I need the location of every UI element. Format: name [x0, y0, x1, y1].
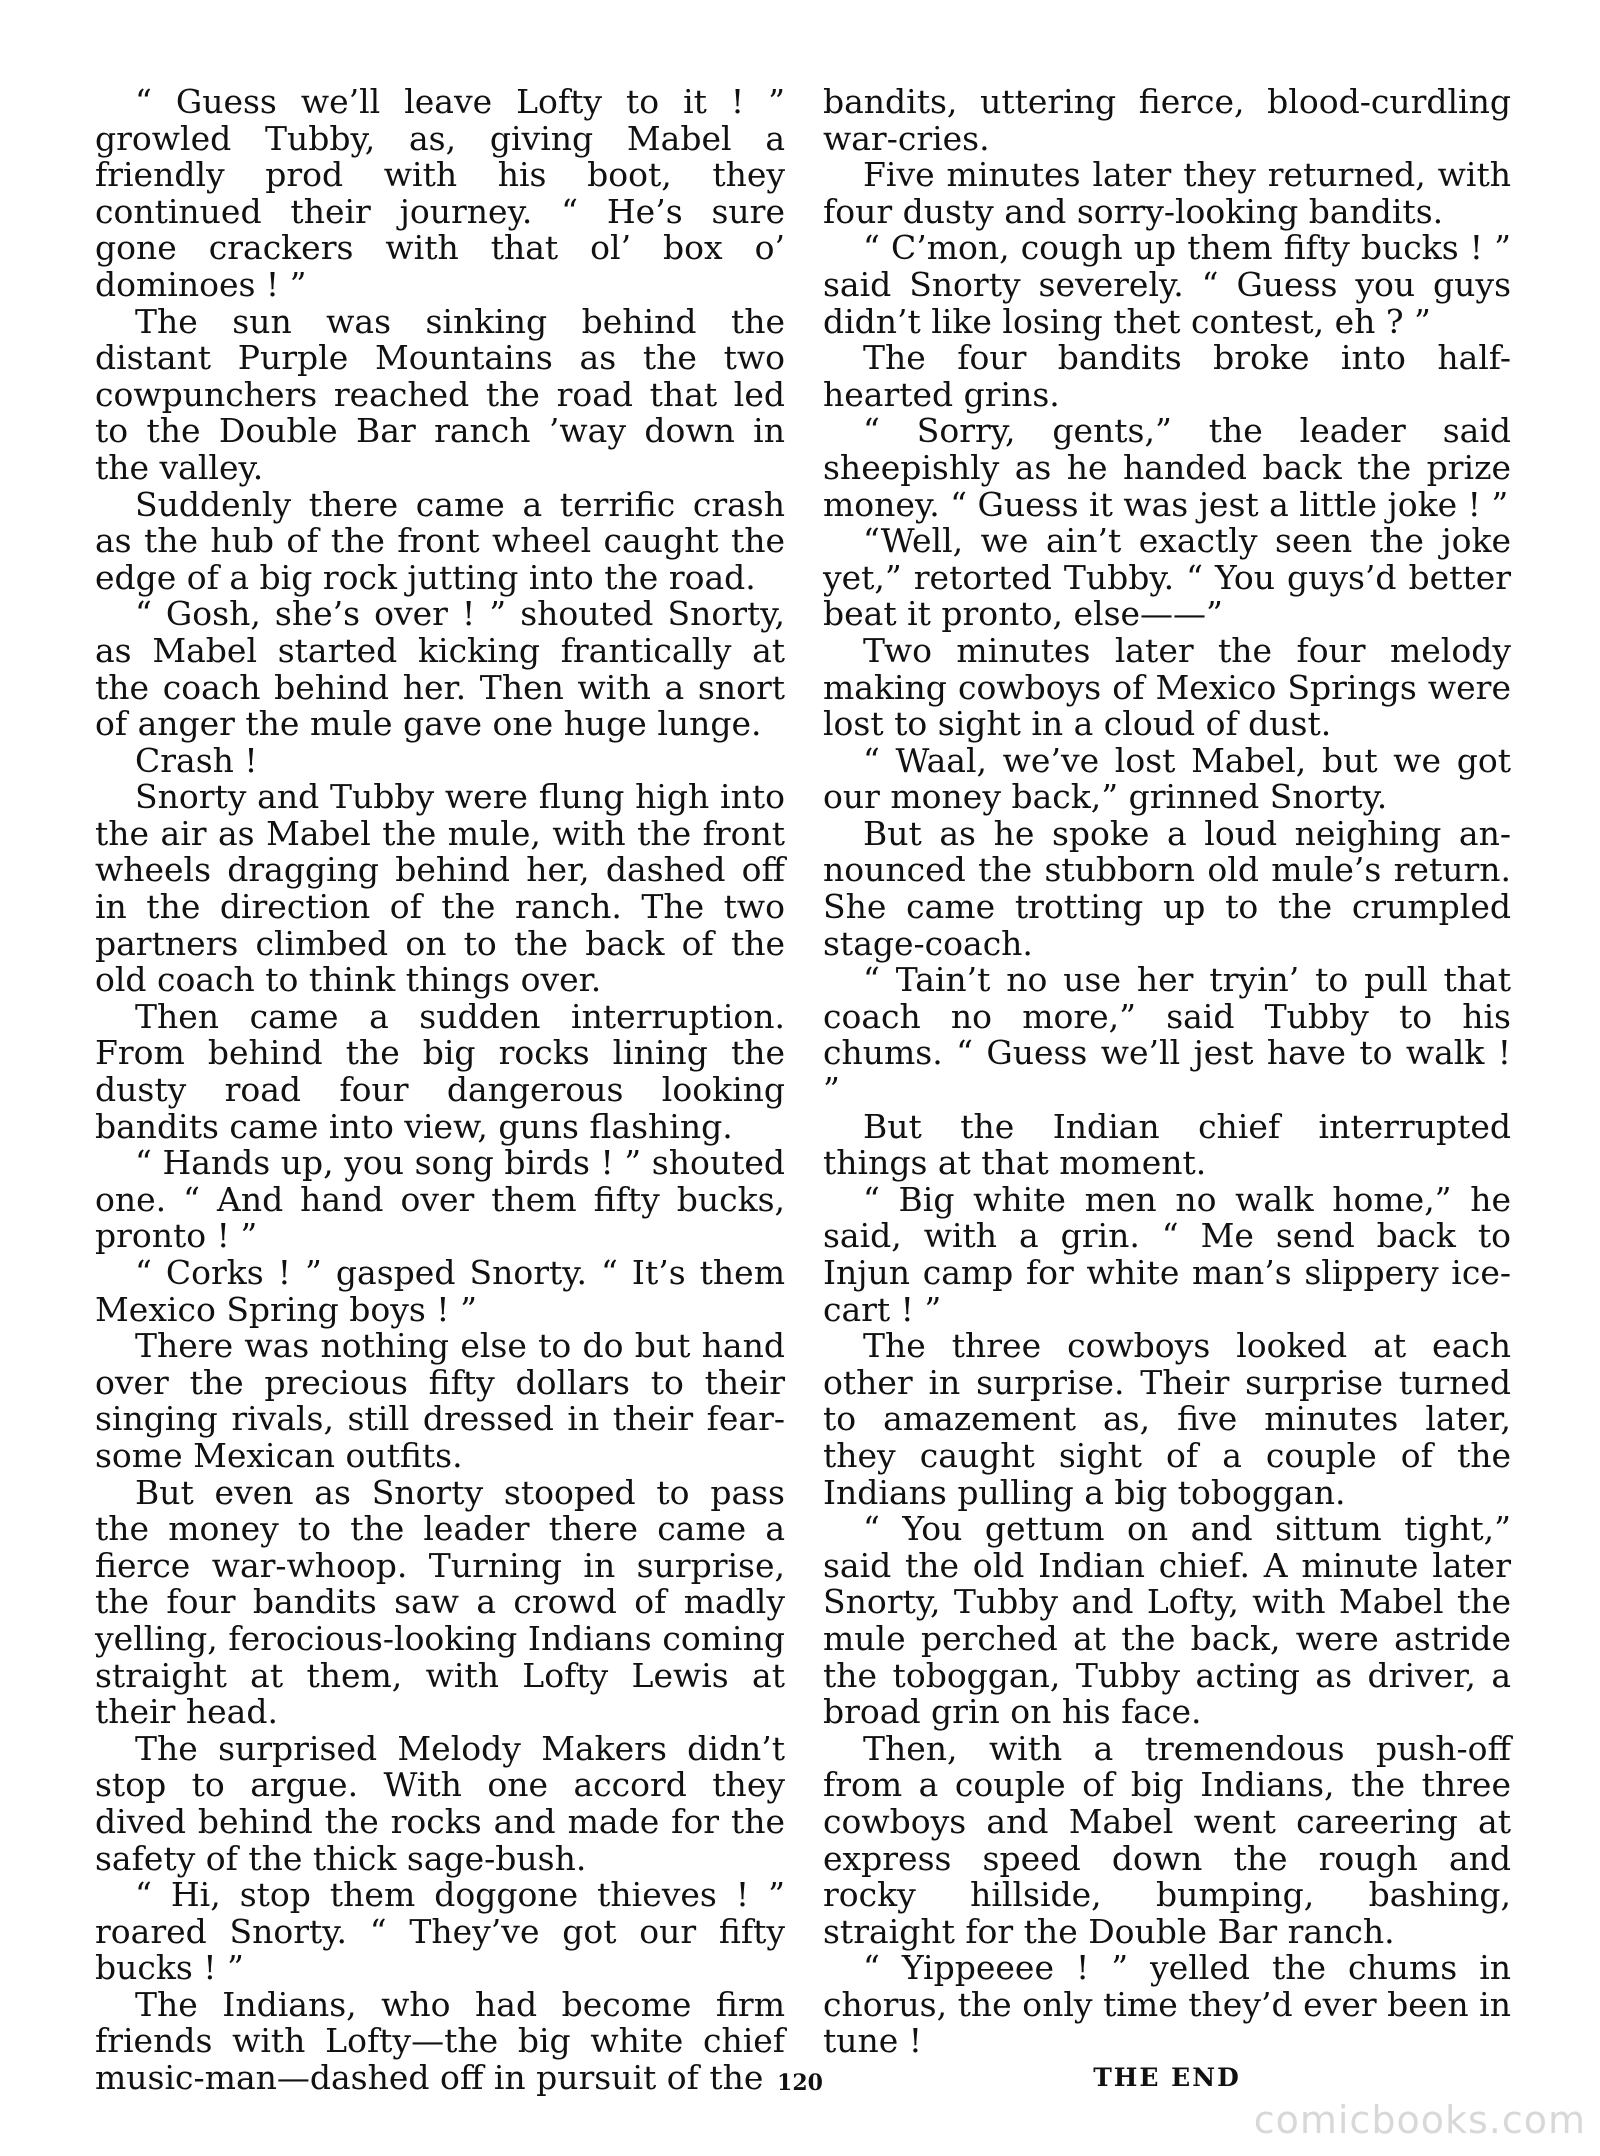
paragraph: Suddenly there came a terrific crash as the hub of the front wheel caught the edge of a big rock jutting into the road.: [95, 484, 785, 597]
paragraph: Two minutes later the four melody making cowboys of Mexico Springs were lost to sight in a cloud of dust.: [823, 630, 1511, 744]
paragraph: Crash !: [135, 740, 258, 780]
paragraph: “ Tain’t no use her tryin’ to pull that coach no more,” said Tubby to his chums. “ Guess we’ll jest have to walk ! ”: [823, 960, 1511, 1110]
paragraph: “ Gosh, she’s over ! ” shouted Snorty, as Mabel started kicking frantically at the coach behind her. Then with a snort of anger the mule gave one huge lunge.: [95, 594, 785, 744]
paragraph: “ Big white men no walk home,” he said, with a grin. “ Me send back to Injun camp for white man’s slippery ice-cart ! ”: [823, 1179, 1511, 1329]
paragraph: The four bandits broke into half-hearted grins.: [823, 338, 1511, 414]
paragraph: The sun was sinking behind the distant Purple Mountains as the two cowpunchers reached the road that led to the Double Bar ranch ’way down in the valley.: [95, 301, 785, 487]
paragraph: The surprised Melody Makers didn’t stop to argue. With one accord they dived behind the rocks and made for the safety of the thick sage-bush.: [95, 1728, 785, 1878]
paragraph: There was nothing else to do but hand over the precious fifty dollars to their singing rivals, still dressed in their fear-some Mexican outfits.: [95, 1326, 785, 1475]
paragraph: “ Guess we’ll leave Lofty to it ! ” growled Tubby, as, giving Mabel a friendly prod with his boot, they continued their journey. “ He’s sure gone crackers with that ol’ box o’ dominoes ! ”: [95, 82, 785, 304]
paragraph: Then came a sudden interruption. From behind the big rocks lining the dusty road four dangerous looking bandits came into view, guns flashing.: [95, 996, 785, 1146]
paragraph: “ Yippeeee ! ” yelled the chums in chorus, the only time they’d ever been in tune !: [823, 1948, 1511, 2061]
paragraph: “ Hi, stop them doggone thieves ! ” roared Snorty. “ They’ve got our fifty bucks ! ”: [95, 1875, 785, 1988]
paragraph: “ You gettum on and sittum tight,” said the old Indian chief. A minute later Snorty, Tubby and Lofty, with Mabel the mule perched at the back, were astride the toboggan, Tubby acting as driver, a broad grin on his face.: [823, 1509, 1511, 1732]
paragraph: Then, with a tremendous push-off from a couple of big Indians, the three cowboys and Mabel went careering at express speed down the rough and rocky hillside, bumping, bashing, straight for the Double Bar ranch.: [823, 1728, 1511, 1951]
paragraph: “ Waal, we’ve lost Mabel, but we got our money back,” grinned Snorty.: [823, 740, 1511, 817]
paragraph-continuation: bandits, uttering fierce, blood-curdling war-cries.: [823, 82, 1511, 158]
paragraph: But the Indian chief interrupted things at that moment.: [823, 1106, 1511, 1183]
page-number: 120: [777, 2070, 823, 2096]
paragraph: “ Sorry, gents,” the leader said sheepishly as he handed back the prize money. “ Guess it was jest a little joke ! ”: [823, 411, 1511, 524]
paragraph: The three cowboys looked at each other in surprise. Their surprise turned to amazement as, five minutes later, they caught sight of a couple of the Indians pulling a big toboggan.: [823, 1326, 1511, 1512]
paragraph: But as he spoke a loud neighing an-nounced the stubborn old mule’s return. She came trotting up to the crumpled stage-coach.: [823, 813, 1511, 963]
left-column: [95, 84, 785, 2097]
paragraph: “Well, we ain’t exactly seen the joke yet,” retorted Tubby. “ You guys’d better beat it pronto, else——”: [823, 521, 1511, 634]
paragraph: “ Corks ! ” gasped Snorty. “ It’s them Mexico Spring boys ! ”: [95, 1253, 785, 1329]
paragraph: But even as Snorty stooped to pass the money to the leader there came a fierce war-whoop. Turning in surprise, the four bandits saw a crowd of madly yelling, ferocious-looking Indians coming straight at them, with Lofty Lewis at their head.: [95, 1472, 785, 1732]
paragraph: “ Hands up, you song birds ! ” shouted one. “ And hand over them fifty bucks, pronto ! ”: [95, 1143, 785, 1256]
paragraph: “ C’mon, cough up them fifty bucks ! ” said Snorty severely. “ Guess you guys didn’t like losing thet contest, eh ? ”: [823, 228, 1511, 341]
end-mark: THE END: [1093, 2063, 1241, 2093]
paragraph: Five minutes later they returned, with four dusty and sorry-looking bandits.: [823, 155, 1511, 231]
watermark: comicbooks.com: [1253, 2098, 1586, 2142]
paragraph: The Indians, who had become firm friends with Lofty—the big white chief music-man—dashed off in pursuit of the: [95, 1984, 785, 2098]
right-column: [823, 84, 1511, 2097]
paragraph: Snorty and Tubby were flung high into the air as Mabel the mule, with the front wheels dragging behind her, dashed off in the direction of the ranch. The two partners climbed on to the back of the old coach to think things over.: [95, 777, 785, 1000]
